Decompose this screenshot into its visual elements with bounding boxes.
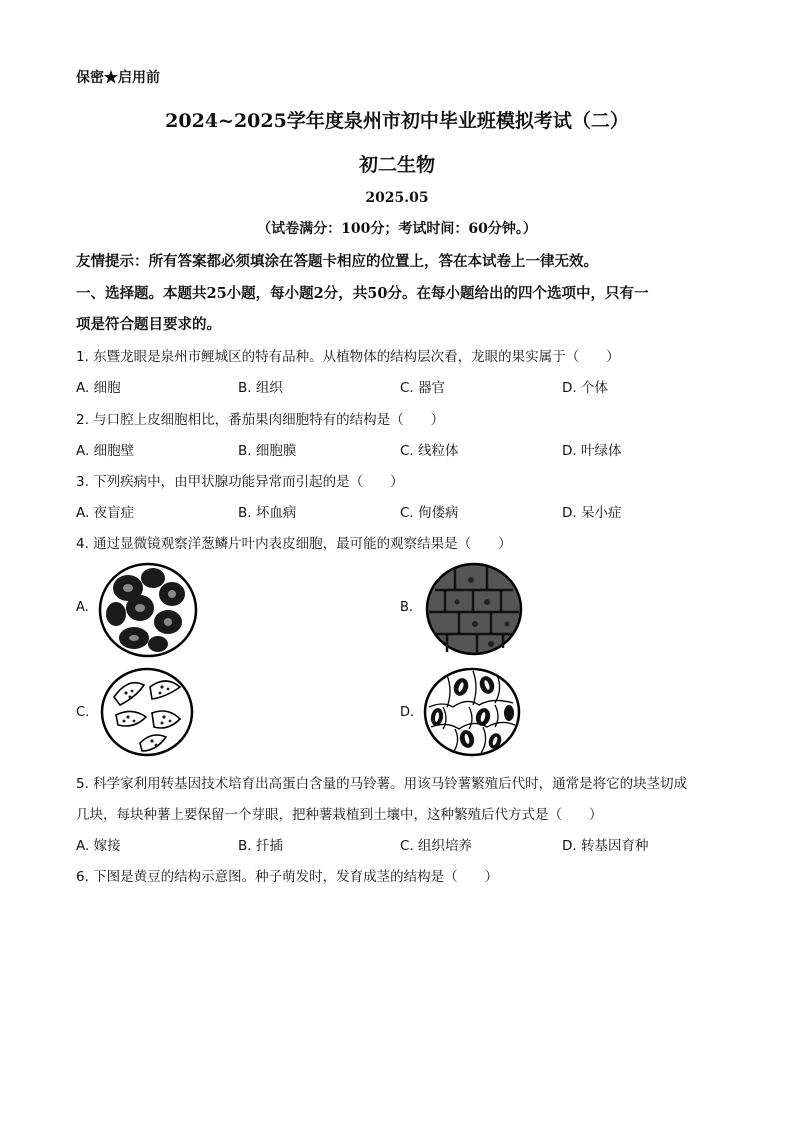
q3-option-b: B. 坏血病 (238, 505, 297, 521)
section-heading-line1: 一、选择题。本题共25小题，每小题2分，共50分。在每小题给出的四个选项中，只有一 (76, 285, 649, 302)
q4-option-b-label: B. (400, 600, 414, 615)
question-1-stem: 1. 东暨龙眼是泉州市鲤城区的特有品种。从植物体的结构层次看，龙眼的果实属于（ ） (76, 349, 620, 365)
q4-option-d-label: D. (400, 705, 415, 720)
question-4-stem: 4. 通过显微镜观察洋葱鳞片叶内表皮细胞，最可能的观察结果是（ ） (76, 536, 512, 552)
q3-option-c: C. 佝偻病 (400, 505, 459, 521)
q1-option-a: A. 细胞 (76, 380, 121, 396)
q4-option-a-label: A. (76, 600, 89, 615)
q5-option-a: A. 嫁接 (76, 838, 121, 854)
question-6-stem: 6. 下图是黄豆的结构示意图。种子萌发时，发育成茎的结构是（ ） (76, 869, 499, 885)
question-5-stem-line1: 5. 科学家利用转基因技术培育出高蛋白含量的马铃薯。用该马铃薯繁殖后代时，通常是将它的块茎切成 (76, 776, 688, 792)
q4-option-c-label: C. (76, 705, 90, 720)
q2-option-a: A. 细胞壁 (76, 443, 135, 459)
q1-option-d: D. 个体 (562, 380, 608, 396)
section-heading-line2: 项是符合题目要求的。 (76, 316, 221, 333)
q2-option-d: D. 叶绿体 (562, 443, 622, 459)
question-5-stem-line2: 几块，每块种薯上要保留一个芽眼，把种薯栽植到土壤中，这种繁殖后代方式是（ ） (76, 807, 603, 823)
q2-option-b: B. 细胞膜 (238, 443, 297, 459)
exam-date: 2025.05 (365, 190, 429, 206)
q5-option-d: D. 转基因育种 (562, 838, 649, 854)
q3-option-d: D. 呆小症 (562, 505, 622, 521)
confidential-mark: 保密★启用前 (76, 70, 160, 86)
exam-info: （试卷满分：100分；考试时间：60分钟。） (257, 221, 537, 237)
q5-option-b: B. 扦插 (238, 838, 283, 854)
onion-epidermis-image (425, 562, 523, 656)
exam-title: 2024~2025学年度泉州市初中毕业班模拟考试（二） (165, 110, 629, 132)
guard-cells-image (100, 667, 194, 757)
question-2-stem: 2. 与口腔上皮细胞相比，番茄果肉细胞特有的结构是（ ） (76, 412, 445, 428)
stomata-image (423, 667, 521, 757)
friendly-tip: 友情提示：所有答案都必须填涂在答题卡相应的位置上，答在本试卷上一律无效。 (76, 253, 598, 270)
q1-option-c: C. 器官 (400, 380, 446, 396)
q1-option-b: B. 组织 (238, 380, 283, 396)
q2-option-c: C. 线粒体 (400, 443, 459, 459)
exam-subject: 初二生物 (358, 154, 435, 176)
question-3-stem: 3. 下列疾病中，由甲状腺功能异常而引起的是（ ） (76, 474, 404, 490)
q3-option-a: A. 夜盲症 (76, 505, 135, 521)
blood-cells-image (98, 562, 198, 658)
q5-option-c: C. 组织培养 (400, 838, 473, 854)
